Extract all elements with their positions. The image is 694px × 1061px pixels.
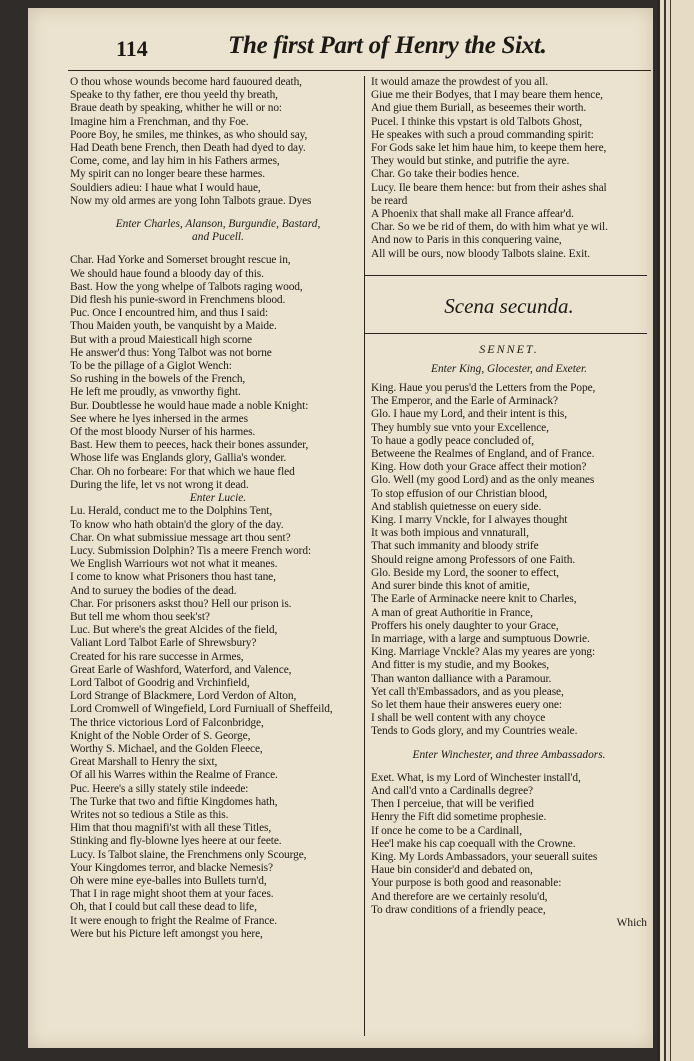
- facing-page-edge: [657, 0, 694, 1061]
- text-line: The Earle of Arminacke neere knit to Charles,: [371, 593, 577, 606]
- text-line: To haue a godly peace concluded of,: [371, 434, 535, 447]
- text-line: Lord Cromwell of Wingefield, Lord Furniuall of Sheffeild,: [70, 703, 333, 716]
- text-line: Char. For prisoners askst thou? Hell our prison is.: [70, 597, 292, 610]
- text-line: A man of great Authoritie in France,: [371, 606, 533, 619]
- text-line: And now to Paris in this conquering vaine,: [371, 234, 562, 247]
- text-line: Valiant Lord Talbot Earle of Shrewsbury?: [70, 637, 257, 650]
- section-rule: [365, 275, 647, 276]
- text-line: And to suruey the bodies of the dead.: [70, 584, 237, 597]
- text-line: Had Death bene French, then Death had dyed to day.: [70, 142, 306, 155]
- text-line: Of all his Warres within the Realme of France.: [70, 769, 278, 782]
- text-line: And surer binde this knot of amitie,: [371, 580, 530, 593]
- text-line: It was both impious and vnnaturall,: [371, 527, 529, 540]
- text-line: And therefore are we certainly resolu'd,: [371, 890, 548, 903]
- spacer: [371, 739, 647, 749]
- text-line: Him that thou magnifi'st with all these Titles,: [70, 822, 272, 835]
- text-line: That such immanity and bloody strife: [371, 540, 539, 553]
- text-line: Bast. How the yong whelpe of Talbots raging wood,: [70, 280, 303, 293]
- text-line: Poore Boy, he smiles, me thinkes, as who should say,: [70, 128, 308, 141]
- text-line: And stablish quietnesse on euery side.: [371, 500, 542, 513]
- text-line: The Emperor, and the Earle of Arminack?: [371, 395, 558, 408]
- text-line: They would but stinke, and putrifie the ayre.: [371, 155, 570, 168]
- text-line: Imagine him a Frenchman, and thy Foe.: [70, 115, 249, 128]
- text-line: Hee'l make his cap coequall with the Crowne.: [371, 837, 576, 850]
- text-line: Whose life was Englands glory, Gallia's wonder.: [70, 452, 287, 465]
- text-line: Glo. Beside my Lord, the sooner to effect,: [371, 566, 559, 579]
- text-line: King. I marry Vnckle, for I alwayes thought: [371, 514, 568, 527]
- text-line: Oh were mine eye-balles into Bullets turn'd,: [70, 874, 267, 887]
- text-line: Pucel. I thinke this vpstart is old Talbots Ghost,: [371, 115, 583, 128]
- stage-direction: and Pucell.: [192, 231, 244, 244]
- text-line: See where he lyes inhersed in the armes: [70, 412, 248, 425]
- text-line: Did flesh his punie-sword in Frenchmens blood.: [70, 294, 286, 307]
- text-line: All will be ours, now bloody Talbots slaine. Exit.: [371, 247, 590, 260]
- text-line: Lucy. Ile beare them hence: but from their ashes shal: [371, 181, 607, 194]
- text-line: We English Warriours wot not what it meanes.: [70, 558, 278, 571]
- stage-direction: Enter Charles, Alanson, Burgundie, Bastard,: [115, 218, 321, 231]
- text-line: be reard: [371, 194, 408, 207]
- stage-direction: Enter King, Glocester, and Exeter.: [431, 362, 587, 375]
- text-line: Lord Talbot of Goodrig and Vrchinfield,: [70, 676, 250, 689]
- page-number: 114: [116, 36, 148, 61]
- text-line: O thou whose wounds become hard fauoured death,: [70, 76, 302, 88]
- facing-page-rule-inner: [670, 0, 671, 1061]
- text-line: That I in rage might shoot them at your faces.: [70, 888, 274, 901]
- text-line: Created for his rare successe in Armes,: [70, 650, 244, 663]
- text-line: Braue death by speaking, whither he will or no:: [70, 102, 282, 115]
- text-line: Exet. What, is my Lord of Winchester install'd,: [371, 771, 581, 784]
- text-line: Oh, that I could but call these dead to life,: [70, 901, 257, 914]
- text-line: Puc. Once I encountred him, and thus I said:: [70, 307, 269, 320]
- text-line: And call'd vnto a Cardinalls degree?: [371, 784, 533, 797]
- right-column: [364, 76, 647, 1036]
- text-line: Come, come, and lay him in his Fathers armes,: [70, 155, 280, 168]
- text-line: He speakes with such a proud commanding spirit:: [371, 128, 594, 141]
- text-line: To draw conditions of a friendly peace,: [371, 903, 546, 916]
- left-column: [70, 76, 366, 1036]
- text-line: To know who hath obtain'd the glory of the day.: [70, 518, 284, 531]
- right-column-text: [365, 76, 647, 929]
- text-line: Speake to thy father, ere thou yeeld thy breath,: [70, 89, 278, 102]
- section-rule: [365, 333, 647, 334]
- text-line: They humbly sue vnto your Excellence,: [371, 421, 549, 434]
- text-line: Char. Go take their bodies hence.: [371, 168, 520, 181]
- text-line: And fitter is my studie, and my Bookes,: [371, 659, 550, 672]
- text-line: Great Earle of Washford, Waterford, and Valence,: [70, 663, 292, 676]
- text-line: Your purpose is both good and reasonable:: [371, 877, 562, 890]
- text-line: Betweene the Realmes of England, and of France.: [371, 448, 595, 461]
- text-line: So rushing in the bowels of the French,: [70, 373, 246, 386]
- text-line: Yet call th'Embassadors, and as you please,: [371, 685, 564, 698]
- text-line: Tends to Gods glory, and my Countries weale.: [371, 725, 578, 738]
- text-line: Glo. Well (my good Lord) and as the only meanes: [371, 474, 595, 487]
- text-line: Now my old armes are yong Iohn Talbots graue. Dyes: [70, 194, 312, 207]
- stage-direction: Enter Winchester, and three Ambassadors.: [412, 748, 606, 761]
- text-line: Haue bin consider'd and debated on,: [371, 864, 533, 877]
- text-line: Lu. Herald, conduct me to the Dolphins Tent,: [70, 505, 273, 518]
- text-line: Giue me their Bodyes, that I may beare them hence,: [371, 89, 603, 102]
- text-line: For Gods sake let him haue him, to keepe them here,: [371, 142, 607, 155]
- text-line: So let them haue their answeres euery one:: [371, 698, 562, 711]
- text-line: In marriage, with a large and sumptuous Dowrie.: [371, 632, 590, 645]
- text-line: Than wanton dalliance with a Paramour.: [371, 672, 552, 685]
- text-line: Char. So we be rid of them, do with him what ye wil.: [371, 221, 608, 234]
- text-line: Knight of the Noble Order of S. George,: [70, 729, 251, 742]
- spacer: [70, 244, 366, 254]
- text-line: Proffers his onely daughter to your Grace,: [371, 619, 559, 632]
- text-line: Thou Maiden youth, be vanquisht by a Maide.: [70, 320, 277, 333]
- text-line: It were enough to fright the Realme of France.: [70, 914, 278, 927]
- facing-page-rule: [664, 0, 666, 1061]
- text-line: Luc. But where's the great Alcides of the field,: [70, 624, 278, 637]
- text-line: My spirit can no longer beare these harmes.: [70, 168, 265, 181]
- text-line: To stop effusion of our Christian blood,: [371, 487, 548, 500]
- catchword: Which: [616, 916, 647, 929]
- text-line: Then I perceiue, that will be verified: [371, 798, 534, 811]
- text-line: During the life, let vs not wrong it dead.: [70, 478, 249, 491]
- header-rule: [68, 70, 651, 71]
- text-line: Lord Strange of Blackmere, Lord Verdon of Alton,: [70, 690, 297, 703]
- text-line: But tell me whom thou seek'st?: [70, 610, 210, 623]
- text-line: Writes not so tedious a Stile as this.: [70, 808, 229, 821]
- text-line: Worthy S. Michael, and the Golden Fleece,: [70, 742, 263, 755]
- text-line: But with a proud Maiesticall high scorne: [70, 333, 253, 346]
- text-line: Your Kingdomes terror, and blacke Nemesis?: [70, 861, 273, 874]
- sennet-heading: SENNET.: [479, 341, 539, 356]
- text-line: Were but his Picture left amongst you here,: [70, 927, 263, 940]
- text-line: And giue them Buriall, as beseemes their worth.: [371, 102, 587, 115]
- text-line: Bast. Hew them to peeces, hack their bones assunder,: [70, 439, 309, 452]
- text-line: I shall be well content with any choyce: [371, 712, 546, 725]
- text-line: It would amaze the prowdest of you all.: [371, 76, 549, 88]
- scene-heading: Scena secunda.: [444, 293, 574, 318]
- text-line: I come to know what Prisoners thou hast tane,: [70, 571, 276, 584]
- text-line: Char. Had Yorke and Somerset brought rescue in,: [70, 254, 291, 267]
- text-line: Lucy. Is Talbot slaine, the Frenchmens only Scourge,: [70, 848, 307, 861]
- text-line: Char. On what submissiue message art thou sent?: [70, 531, 291, 544]
- stage-direction: Enter Lucie.: [189, 492, 247, 505]
- book-page: [28, 8, 653, 1048]
- text-line: We should haue found a bloody day of this.: [70, 267, 264, 280]
- text-line: Glo. I haue my Lord, and their intent is this,: [371, 408, 567, 421]
- text-line: He answer'd thus: Yong Talbot was not borne: [70, 346, 272, 359]
- text-line: Should reigne among Professors of one Faith.: [371, 553, 576, 566]
- spacer: [371, 762, 647, 772]
- text-line: Great Marshall to Henry the sixt,: [70, 756, 218, 769]
- page-header: [28, 32, 653, 70]
- text-line: King. How doth your Grace affect their motion?: [371, 461, 587, 474]
- text-line: King. Marriage Vnckle? Alas my yeares are yong:: [371, 646, 596, 659]
- text-line: The thrice victorious Lord of Falconbridge,: [70, 716, 264, 729]
- text-line: Of the most bloody Nurser of his harmes.: [70, 426, 256, 439]
- text-line: The Turke that two and fiftie Kingdomes hath,: [70, 795, 278, 808]
- text-line: King. My Lords Ambassadors, your seuerall suites: [371, 850, 598, 863]
- text-line: Stinking and fly-blowne lyes heere at our feete.: [70, 835, 282, 848]
- text-line: To be the pillage of a Giglot Wench:: [70, 360, 232, 373]
- text-line: Char. Oh no forbeare: For that which we haue fled: [70, 465, 295, 478]
- spacer: [70, 208, 366, 218]
- text-line: Lucy. Submission Dolphin? Tis a meere French word:: [70, 544, 312, 557]
- text-line: If once he come to be a Cardinall,: [371, 824, 522, 837]
- text-line: A Phoenix that shall make all France affear'd.: [371, 208, 574, 221]
- text-line: He left me proudly, as vnworthy fight.: [70, 386, 241, 399]
- text-line: Souldiers adieu: I haue what I would haue,: [70, 181, 261, 194]
- text-line: Bur. Doubtlesse he would haue made a noble Knight:: [70, 399, 309, 412]
- text-line: Puc. Heere's a silly stately stile indeede:: [70, 782, 249, 795]
- running-title: The first Part of Henry the Sixt.: [228, 32, 547, 59]
- text-line: Henry the Fift did sometime prophesie.: [371, 811, 547, 824]
- text-line: King. Haue you perus'd the Letters from the Pope,: [371, 382, 596, 395]
